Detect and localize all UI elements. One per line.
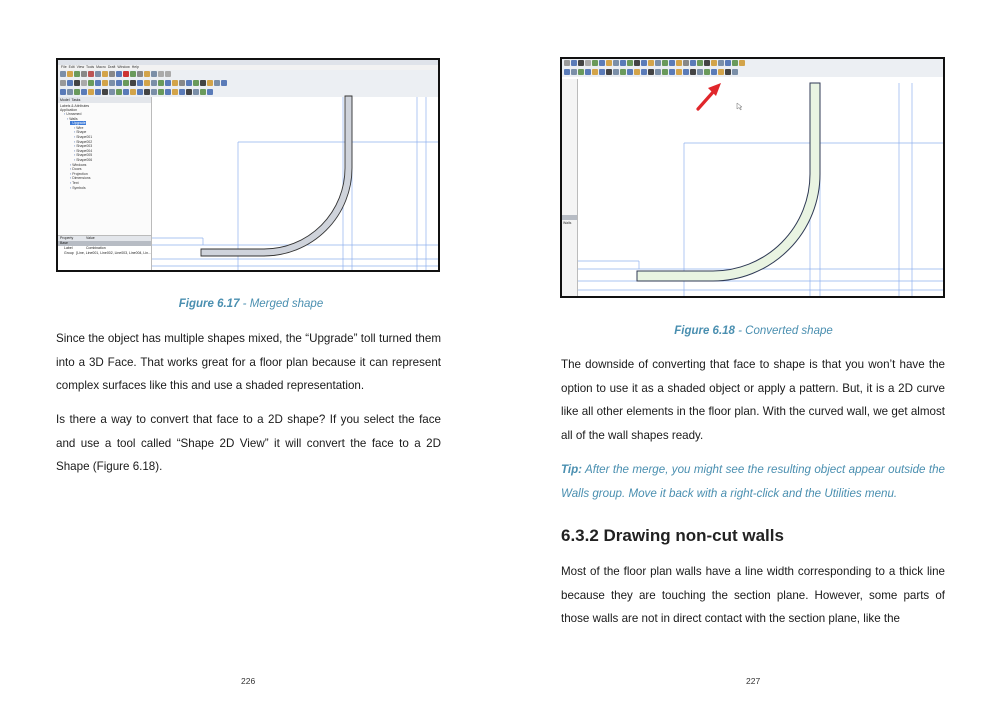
menu-item[interactable]: Window [117, 65, 130, 69]
caption-separator: - [738, 325, 746, 337]
property-name: Label [64, 246, 73, 250]
property-name: Group [64, 251, 74, 255]
figure-caption [0, 298, 502, 310]
caption-text: Merged shape [249, 298, 324, 310]
merged-shape-viewport[interactable] [58, 60, 440, 272]
tree-item-label: Wire [76, 125, 84, 130]
tree-item-label: Shape002 [76, 139, 93, 144]
tree-item-label: Shape005 [76, 153, 93, 158]
tree-node-icon: ▪ [70, 176, 73, 181]
tree-label: Walls [563, 221, 572, 225]
menu-item[interactable]: Macro [96, 65, 106, 69]
tree-header: Labels & Attributes [60, 104, 90, 108]
tree-item-label: Shape [76, 130, 87, 135]
tree-node-icon: ▪ [74, 125, 77, 130]
page-number: 226 [241, 676, 256, 686]
tree-node-icon: ▪ [70, 185, 73, 190]
converted-shape-viewport[interactable] [562, 59, 945, 298]
caption-text: Converted shape [745, 325, 833, 337]
tree-node-icon: ▪ [70, 167, 73, 172]
page-number: 227 [746, 676, 761, 686]
property-value: Combination [86, 246, 106, 250]
menu-item[interactable]: File [61, 65, 67, 69]
menu-item[interactable]: Edit [68, 65, 75, 69]
tree-item-label: Shape001 [76, 135, 93, 139]
tree-item-label: Upgrade [72, 121, 86, 126]
tree-node-icon: ▪ [74, 148, 77, 153]
tree-node-icon: ▪ [74, 139, 77, 144]
tip-paragraph [561, 458, 945, 505]
tree-item-label: Shape006 [76, 158, 93, 162]
tree-node-icon: ▪ [70, 181, 73, 185]
menu-item[interactable]: Tools [86, 65, 95, 69]
tab-model[interactable]: Model [60, 98, 70, 102]
red-arrow-icon [698, 83, 721, 109]
tree-item-label: Symbols [72, 185, 86, 190]
section-heading: 6.3.2 Drawing non-cut walls [561, 526, 784, 545]
property-col-value: Value [86, 236, 95, 240]
tree-root: Application [60, 108, 78, 112]
tab-tasks[interactable]: Tasks [71, 98, 81, 102]
figure-caption [502, 325, 1005, 337]
paragraph: Most of the floor plan walls have a line width corresponding to a thick line because they are touching the section plane. However, some parts of those walls are not in direct contact with the section plane, like the [561, 565, 945, 625]
paragraph: Is there a way to convert that face to a 2D shape? If you select the face and use a tool called “Shape 2D View” it will convert the face to a 2D Shape (Figure 6.18). [56, 413, 441, 473]
mouse-cursor-icon [737, 103, 742, 110]
tree-node-icon: ▪ [70, 121, 73, 126]
tree-node-icon: ▪ [74, 158, 77, 162]
figure-number: Figure 6.17 [178, 298, 240, 310]
figure-6-17-screenshot [56, 58, 440, 272]
tree-item-label: Projection [72, 171, 88, 176]
tree-item-label: Shape003 [76, 144, 93, 149]
property-group: Base [58, 241, 151, 246]
right-page [502, 0, 1005, 707]
property-value: [Line, Line001, Line002, Line003, Line004, Lin... [76, 251, 151, 255]
paragraph: Since the object has multiple shapes mixed, the “Upgrade” toll turned them into a 3D Face. That works great for a floor plan because it can represent complex surfaces like this and use a shaded representation. [56, 332, 441, 392]
tree-node-icon: ▪ [64, 112, 67, 116]
tree-node-icon: ▪ [74, 153, 77, 158]
tree-node-icon: ▪ [74, 135, 77, 139]
menu-item[interactable]: Draft [107, 65, 116, 69]
property-col-name: Property [60, 236, 74, 240]
tree-node-icon: ▪ [74, 130, 77, 135]
tree-item-label: Doors [72, 167, 82, 172]
figure-6-18-screenshot [560, 57, 945, 298]
tree-item-label: Unnamed [66, 112, 82, 116]
caption-separator: - [242, 298, 250, 310]
tree-item-label: Windows [72, 162, 87, 167]
figure-number: Figure 6.18 [674, 325, 735, 337]
tip-text: After the merge, you might see the resulting object appear outside the Walls group. Move it back with a right-click and the Utilities menu. [561, 463, 945, 500]
tree-item-label: Shape004 [76, 148, 93, 153]
tree-node-icon: ▪ [74, 144, 77, 149]
tree-node-icon: ▪ [70, 162, 73, 167]
menu-item[interactable]: View [76, 65, 85, 69]
merged-curved-wall [201, 96, 352, 256]
tip-label: Tip: [561, 463, 583, 476]
tree-item-label: Text [72, 181, 79, 185]
tree-item-label: Walls [69, 116, 78, 121]
tree-item-label: Dimensions [72, 176, 91, 181]
left-page [0, 0, 502, 707]
menu-item[interactable]: Help [131, 65, 139, 69]
tree-node-icon: ▪ [67, 116, 70, 121]
paragraph: The downside of converting that face to shape is that you won’t have the option to use it as a shaded object or apply a pattern. But, it is a 2D curve like all other elements in the floor plan. With the curved wall, we get almost all of the wall shapes ready. [561, 358, 945, 442]
converted-curved-wall [637, 83, 820, 281]
tree-node-icon: ▪ [70, 171, 73, 176]
